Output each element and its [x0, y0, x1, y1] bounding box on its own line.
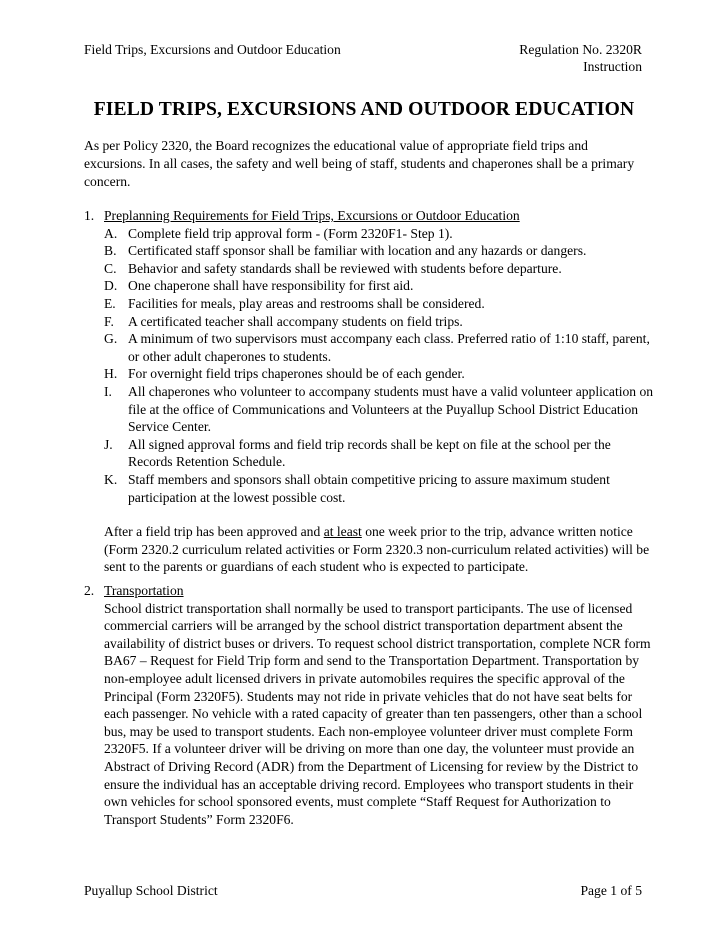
list-item — [84, 295, 654, 313]
list-item — [84, 313, 654, 331]
list-item-text: Certificated staff sponsor shall be familiar with location and any hazards or dangers. — [128, 243, 587, 259]
advance-notice-text-end: one week prior to the trip, advance written notice (Form 2320.2 curriculum related activities or Form 2320.3 non-curriculum related activities) will be sent to the parents or guardians of each student who is expected to participate. — [104, 524, 650, 575]
intro-paragraph: As per Policy 2320, the Board recognizes the educational value of appropriate field trips and excursions. In all cases, the safety and well being of staff, students and chaperones shall be a primary concern. — [84, 138, 635, 190]
footer-page-number: Page 1 of 5 — [580, 883, 642, 898]
footer-district-name: Puyallup School District — [84, 883, 218, 898]
list-item — [84, 242, 654, 260]
list-item-text: One chaperone shall have responsibility for first aid. — [128, 278, 414, 294]
header-regulation-number: Regulation No. 2320R — [519, 42, 642, 57]
list-item-text: All chaperones who volunteer to accompany students must have a valid volunteer application on file at the office of Communications and Volunteers at the Puyallup School District Education Service Center. — [128, 383, 654, 435]
list-item — [84, 225, 654, 243]
list-item-text: All signed approval forms and field trip records shall be kept on file at the school per the Records Retention Schedule. — [128, 436, 611, 470]
transportation-paragraph: School district transportation shall normally be used to transport participants. The use of licensed commercial carriers will be arranged by the school district transportation department absent the availability of district buses or drivers. To request school district transportation, complete NCR form BA67 – Request for Field Trip form and send to the Transportation Department. Transportation by non-employee adult licensed drivers in private automobiles requires the specific approval of the Principal (Form 2320F5). Students may not ride in private vehicles that do not have seat belts for each passenger. No vehicle with a rated capacity of greater than ten passengers, other than a school bus, may be used to transport students. Each non-employee volunteer driver must complete Form 2320F5. If a volunteer driver will be driving on more than one day, the volunteer must provide an Abstract of Driving Record (ADR) from the Department of Licensing for review by the District to ensure the individual has an acceptable driving record. Employees who transport students in their own vehicles for school sponsored events, must complete “Staff Request for Authorization to Transport Students” Form 2320F6. — [104, 600, 651, 827]
list-item — [84, 277, 654, 295]
page-title: FIELD TRIPS, EXCURSIONS AND OUTDOOR EDUCATION — [93, 99, 635, 120]
section-heading — [84, 207, 654, 225]
header-regulation-type: Instruction — [583, 59, 642, 74]
section-title: Preplanning Requirements for Field Trips, Excursions or Outdoor Education — [104, 208, 520, 223]
list-item — [84, 260, 654, 278]
section-preplanning — [84, 207, 654, 576]
list-item-letter: A. — [104, 225, 118, 241]
list-item — [84, 330, 654, 365]
list-item — [84, 471, 654, 506]
list-item — [84, 365, 654, 383]
list-item-letter: B. — [104, 243, 117, 259]
list-item-letter: F. — [104, 313, 114, 329]
list-item-text: Complete field trip approval form - (Form 2320F1- Step 1). — [128, 225, 453, 241]
list-item-text: A certificated teacher shall accompany students on field trips. — [128, 313, 463, 329]
header-document-name: Field Trips, Excursions and Outdoor Education — [84, 42, 341, 57]
list-item — [84, 436, 654, 471]
list-item-letter: E. — [104, 295, 116, 311]
header-regulation-block — [519, 41, 642, 75]
list-item-letter: G. — [104, 331, 118, 347]
list-item-letter: C. — [104, 260, 117, 276]
list-item-letter: I. — [104, 383, 112, 399]
advance-notice-paragraph — [84, 523, 654, 576]
list-item-letter: K. — [104, 471, 118, 487]
list-item — [84, 383, 654, 436]
list-item-text: Behavior and safety standards shall be reviewed with students before departure. — [128, 260, 562, 276]
section-number: 2. — [84, 583, 95, 598]
advance-notice-emphasis: at least — [323, 524, 362, 540]
list-item-text: For overnight field trips chaperones should be of each gender. — [128, 366, 465, 382]
section-number: 1. — [84, 208, 95, 223]
section-heading — [84, 582, 654, 600]
list-item-text: Facilities for meals, play areas and restrooms shall be considered. — [128, 295, 485, 311]
list-item-letter: J. — [104, 436, 113, 452]
list-item-text: A minimum of two supervisors must accompany each class. Preferred ratio of 1:10 staff, parent, or other adult chaperones to students. — [128, 331, 650, 364]
section-title: Transportation — [104, 583, 184, 598]
requirements-list — [84, 225, 654, 507]
advance-notice-text-start: After a field trip has been approved and — [104, 524, 324, 540]
list-item-letter: D. — [104, 278, 118, 294]
list-item-letter: H. — [104, 366, 118, 382]
list-item-text: Staff members and sponsors shall obtain competitive pricing to assure maximum student participation at the lowest possible cost. — [128, 471, 610, 505]
section-transportation — [84, 582, 654, 828]
